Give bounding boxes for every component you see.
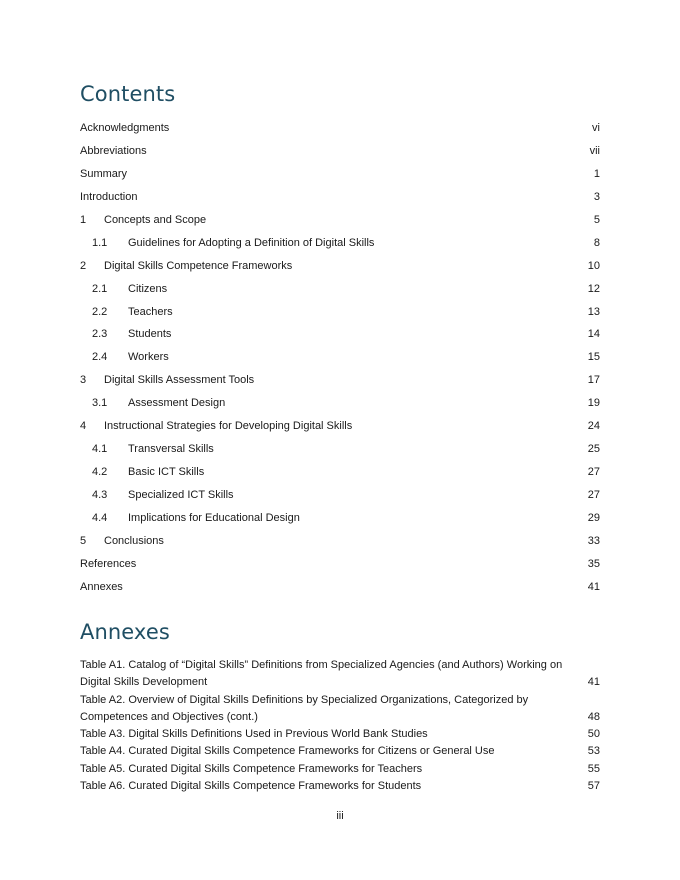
annex-entry-page: 48 <box>587 710 600 723</box>
toc-entry-page: 5 <box>593 213 600 226</box>
toc-entry-page: 41 <box>587 580 600 593</box>
annex-entry[interactable] <box>80 692 600 727</box>
annexes-list <box>80 657 600 795</box>
toc-entry-number: 2.1 <box>92 282 108 295</box>
toc-entry-number: 3.1 <box>92 397 108 410</box>
toc-entry-page: 24 <box>587 420 600 433</box>
toc-entry[interactable] <box>80 416 600 439</box>
toc-entry-page: 25 <box>587 443 600 456</box>
toc-entry[interactable] <box>80 118 600 141</box>
toc-entry-title: Introduction <box>80 190 138 203</box>
toc-entry-number: 4.2 <box>92 466 108 479</box>
toc-entry-title: Basic ICT Skills <box>128 466 205 479</box>
toc-entry[interactable] <box>80 210 600 233</box>
toc-entry-title: Guidelines for Adopting a Definition of Digital Skills <box>128 236 375 249</box>
toc-entry[interactable] <box>80 531 600 554</box>
annex-entry-title: Table A3. Digital Skills Definitions Used in Previous World Bank Studies <box>80 728 428 741</box>
table-of-contents <box>80 118 600 600</box>
page-number-footer: iii <box>336 810 344 822</box>
toc-entry-title: Summary <box>80 167 128 180</box>
toc-entry[interactable] <box>80 233 600 256</box>
toc-entry-page: 14 <box>587 328 600 341</box>
toc-entry-page: 33 <box>587 534 600 547</box>
toc-entry[interactable] <box>80 187 600 210</box>
toc-entry-number: 1.1 <box>92 236 108 249</box>
toc-entry-number: 4.4 <box>92 511 108 524</box>
toc-entry-title: Transversal Skills <box>128 443 214 456</box>
toc-entry[interactable] <box>80 577 600 600</box>
toc-entry[interactable] <box>80 370 600 393</box>
toc-entry-title: Citizens <box>128 282 168 295</box>
toc-entry[interactable] <box>80 508 600 531</box>
toc-entry-title: Instructional Strategies for Developing Digital Skills <box>104 420 353 433</box>
annex-entry-page: 50 <box>587 728 600 741</box>
toc-entry-title: Abbreviations <box>80 144 147 157</box>
toc-entry-page: 35 <box>587 557 600 570</box>
toc-entry-title: Assessment Design <box>128 397 226 410</box>
toc-entry-number: 2 <box>80 259 87 272</box>
toc-entry-title: Concepts and Scope <box>104 213 207 226</box>
toc-entry[interactable] <box>80 439 600 462</box>
toc-entry-page: vii <box>589 144 600 157</box>
annex-entry[interactable] <box>80 743 600 760</box>
toc-entry-title: Students <box>128 328 172 341</box>
toc-entry[interactable] <box>80 256 600 279</box>
annex-entry[interactable] <box>80 761 600 778</box>
toc-entry-page: 1 <box>593 167 600 180</box>
toc-entry-page: 19 <box>587 397 600 410</box>
annex-entry-title: Table A2. Overview of Digital Skills Definitions by Specialized Organizations, Categorized by Competences and Objectives (cont.) <box>80 693 529 723</box>
annex-entry[interactable] <box>80 657 600 692</box>
toc-entry-page: 12 <box>587 282 600 295</box>
toc-entry-page: 27 <box>587 489 600 501</box>
toc-entry-title: Implications for Educational Design <box>128 511 300 524</box>
toc-entry-title: Specialized ICT Skills <box>128 489 234 501</box>
toc-entry[interactable] <box>80 141 600 164</box>
toc-entry-page: 17 <box>587 374 600 387</box>
toc-entry-number: 4.3 <box>92 489 108 501</box>
toc-entry-number: 1 <box>80 213 87 226</box>
annex-entry-page: 41 <box>587 676 600 689</box>
toc-entry-title: Acknowledgments <box>80 122 170 134</box>
annex-entry-title: Table A5. Curated Digital Skills Competence Frameworks for Teachers <box>80 762 423 775</box>
toc-entry-title: Workers <box>128 351 169 364</box>
toc-entry-title: Digital Skills Competence Frameworks <box>104 259 293 272</box>
toc-entry-number: 2.3 <box>92 328 108 341</box>
toc-entry-number: 2.2 <box>92 305 108 318</box>
toc-entry[interactable] <box>80 347 600 370</box>
toc-entry[interactable] <box>80 554 600 577</box>
toc-entry-title: Annexes <box>80 580 123 593</box>
toc-entry-page: 29 <box>587 511 600 524</box>
annex-entry-title: Table A6. Curated Digital Skills Competence Frameworks for Students <box>80 780 422 793</box>
toc-entry[interactable] <box>80 164 600 187</box>
toc-entry-title: Conclusions <box>104 534 164 547</box>
toc-entry-title: References <box>80 557 137 570</box>
toc-entry-page: 15 <box>587 351 600 364</box>
toc-entry[interactable] <box>80 462 600 485</box>
toc-entry[interactable] <box>80 485 600 508</box>
toc-entry[interactable] <box>80 279 600 302</box>
annex-entry-title: Table A1. Catalog of “Digital Skills” Definitions from Specialized Agencies (and Authors) Working on Digital Skills Development <box>80 659 563 689</box>
toc-entry[interactable] <box>80 302 600 325</box>
annex-entry[interactable] <box>80 778 600 795</box>
toc-entry-page: 27 <box>587 466 600 479</box>
annexes-heading: Annexes <box>80 620 170 644</box>
toc-entry-number: 2.4 <box>92 351 108 364</box>
contents-heading: Contents <box>80 82 176 106</box>
annex-entry-page: 55 <box>587 762 600 775</box>
toc-entry-page: vi <box>592 122 600 134</box>
toc-entry-page: 3 <box>593 190 600 203</box>
annex-entry[interactable] <box>80 726 600 743</box>
toc-entry-number: 3 <box>80 374 87 387</box>
toc-entry-number: 4 <box>80 420 87 433</box>
toc-entry-number: 5 <box>80 534 87 547</box>
annex-entry-page: 53 <box>587 745 600 758</box>
toc-entry-page: 13 <box>587 305 600 318</box>
toc-entry-title: Digital Skills Assessment Tools <box>104 374 255 387</box>
toc-entry-page: 8 <box>593 236 600 249</box>
toc-entry[interactable] <box>80 393 600 416</box>
toc-entry[interactable] <box>80 324 600 347</box>
toc-entry-number: 4.1 <box>92 443 108 456</box>
toc-entry-page: 10 <box>587 259 600 272</box>
annex-entry-title: Table A4. Curated Digital Skills Competence Frameworks for Citizens or General Use <box>80 745 495 758</box>
toc-entry-title: Teachers <box>128 305 173 318</box>
annex-entry-page: 57 <box>587 780 600 793</box>
